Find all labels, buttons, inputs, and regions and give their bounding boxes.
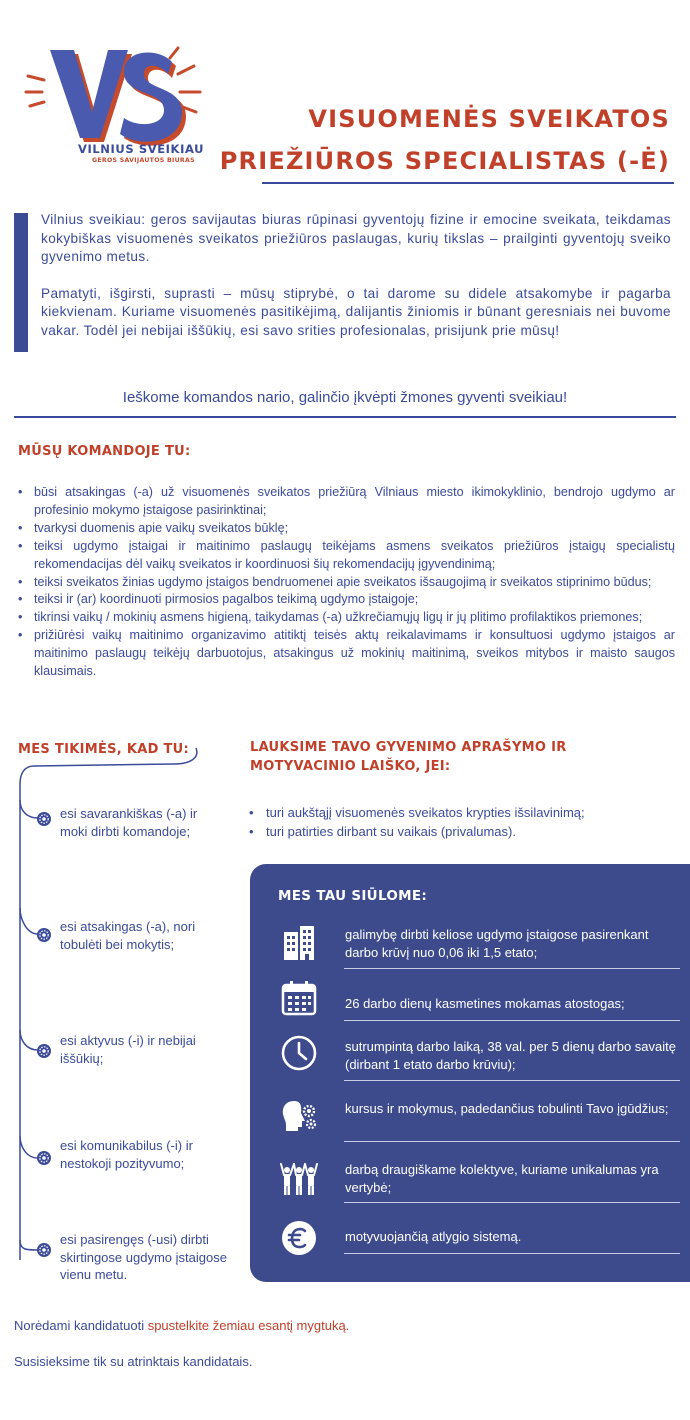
intro-paragraph: Vilnius sveikiau: geros savijautas biuras rūpinasi gyventojų fizine ir emocine sveikata, teikdamas kokybiškas visuomenės sveikatos priežiūros paslaugas, kurių tikslas – prailginti gyventojų sveiko gyvenimo metus.	[41, 212, 671, 265]
offer-heading: MES TAU SIŪLOME:	[278, 888, 428, 904]
offer-divider	[344, 1253, 680, 1254]
list-item: • teiksi sveikatos žinias ugdymo įstaigos bendruomenei apie sveikatos išsaugojimą ir sveikatos stiprinimo būdus;	[18, 574, 675, 592]
team-heading: MŪSŲ KOMANDOJE TU:	[18, 444, 191, 459]
title-divider	[262, 182, 674, 184]
offer-divider	[344, 1202, 680, 1203]
logo-name: VILNIUS SVEIKIAU	[78, 142, 205, 156]
offer-divider	[344, 968, 680, 969]
list-item: • prižiūrėsi vaikų maitinimo organizavimo atitiktį teisės aktų reikalavimams ir konsultuosi ugdymo įstaigos ar maitinimo paslaugų teikėjų darbuotojus, atsakingus už mokinių maitinimą, sveikos mitybos ir maisto saugos klausimais.	[18, 627, 675, 681]
believe-item: esi pasirengęs (-usi) dirbti skirtingose ugdymo įstaigose vienu metu.	[60, 1232, 227, 1282]
list-item: • tikrinsi vaikų / mokinių asmens higieną, taikydamas (-a) užkrečiamųjų ligų ir jų plitimo profilaktikos priemones;	[18, 609, 675, 627]
gear-icon	[36, 927, 52, 943]
offer-divider	[344, 1141, 680, 1142]
list-item: • tvarkysi duomenis apie vaikų sveikatos būklę;	[18, 520, 675, 538]
intro-paragraph: Pamatyti, išgirsti, suprasti – mūsų stiprybė, o tai darome su didele atsakomybe ir pagarba kiekvienam. Kuriame visuomenės pasitikėjimą, dalijantis žiniomis ir būnant geresniais nei buvome vakar. Todėl jei nebijai iššūkių, esi savo srities profesionalas, prisijunk prie mūsų!	[41, 285, 671, 338]
list-item: • turi patirties dirbant su vaikais (privalumas).	[249, 823, 669, 842]
believe-item: esi savarankiškas (-a) ir moki dirbti komandoje;	[60, 806, 198, 839]
offer-item-text: darbą draugiškame kolektyve, kuriame unikalumas yra vertybė;	[345, 1162, 659, 1195]
clock-icon	[280, 1034, 318, 1072]
apply-link[interactable]: spustelkite žemiau esantį mygtuką.	[147, 1318, 350, 1333]
intro-text	[41, 211, 671, 341]
believe-heading: MES TIKIMĖS, KAD TU:	[18, 742, 190, 757]
lead-divider	[14, 416, 676, 418]
offer-item-text: kursus ir mokymus, padedančius tobulinti Tavo įgūdžius;	[345, 1101, 669, 1116]
buildings-icon	[280, 924, 318, 962]
offer-item-text: galimybę dirbti keliose ugdymo įstaigose pasirenkant darbo krūvį nuo 0,06 iki 1,5 etato;	[345, 927, 649, 960]
calendar-icon	[280, 979, 318, 1017]
offer-divider	[344, 1080, 680, 1081]
offer-item-text: motyvuojančią atlygio sistemą.	[345, 1229, 522, 1244]
wait-heading: LAUKSIME TAVO GYVENIMO APRAŠYMO IR MOTYVACINIO LAIŠKO, JEI:	[250, 740, 567, 774]
believe-item: esi komunikabilus (-i) ir nestokoji pozityvumo;	[60, 1138, 193, 1171]
team-duties-list	[18, 484, 675, 681]
gear-icon	[36, 1043, 52, 1059]
apply-instruction	[14, 1318, 349, 1333]
gear-icon	[36, 1242, 52, 1258]
team-icon	[280, 1160, 318, 1198]
apply-prefix: Norėdami kandidatuoti	[14, 1318, 145, 1333]
list-item: • turi aukštąjį visuomenės sveikatos krypties išsilavinimą;	[249, 804, 669, 823]
offer-item-text: 26 darbo dienų kasmetines mokamas atostogas;	[345, 996, 625, 1011]
page-title-line1: VISUOMENĖS SVEIKATOS	[308, 105, 670, 133]
head-gears-icon	[280, 1097, 318, 1135]
intro-accent-bar	[14, 213, 28, 352]
offer-item-text: sutrumpintą darbo laiką, 38 val. per 5 dienų darbo savaitę (dirbant 1 etato darbo krūviu);	[345, 1039, 676, 1072]
list-item: • teiksi ir (ar) koordinuoti pirmosios pagalbos teikimą ugdymo įstaigoje;	[18, 591, 675, 609]
gear-icon	[36, 1150, 52, 1166]
list-item: • teiksi ugdymo įstaigai ir maitinimo paslaugų teikėjams asmens sveikatos priežiūros įstaigų specialistų rekomendacijas dėl vaikų sveikatos ir koordinuosi šių rekomendacijų įgyvendinimą;	[18, 538, 675, 574]
logo-tagline: GEROS SAVIJAUTOS BIURAS	[92, 157, 195, 164]
lead-text: Ieškome komandos nario, galinčio įkvėpti žmones gyventi sveikiau!	[122, 389, 568, 406]
list-item: • būsi atsakingas (-a) už visuomenės sveikatos priežiūrą Vilniaus miesto ikimokyklinio, bendrojo ugdymo ar profesinio mokymo įstaigose pasirinktinai;	[18, 484, 675, 520]
euro-icon	[280, 1219, 318, 1257]
page-title-line2: PRIEŽIŪROS SPECIALISTAS (-Ė)	[219, 147, 670, 175]
contact-note: Susisieksime tik su atrinktais kandidatais.	[14, 1354, 253, 1369]
gear-icon	[36, 811, 52, 827]
believe-item: esi aktyvus (-i) ir nebijai iššūkių;	[60, 1033, 196, 1066]
believe-item: esi atsakingas (-a), nori tobulėti bei mokytis;	[60, 919, 196, 952]
offer-divider	[344, 1020, 680, 1021]
requirements-list	[249, 804, 669, 841]
